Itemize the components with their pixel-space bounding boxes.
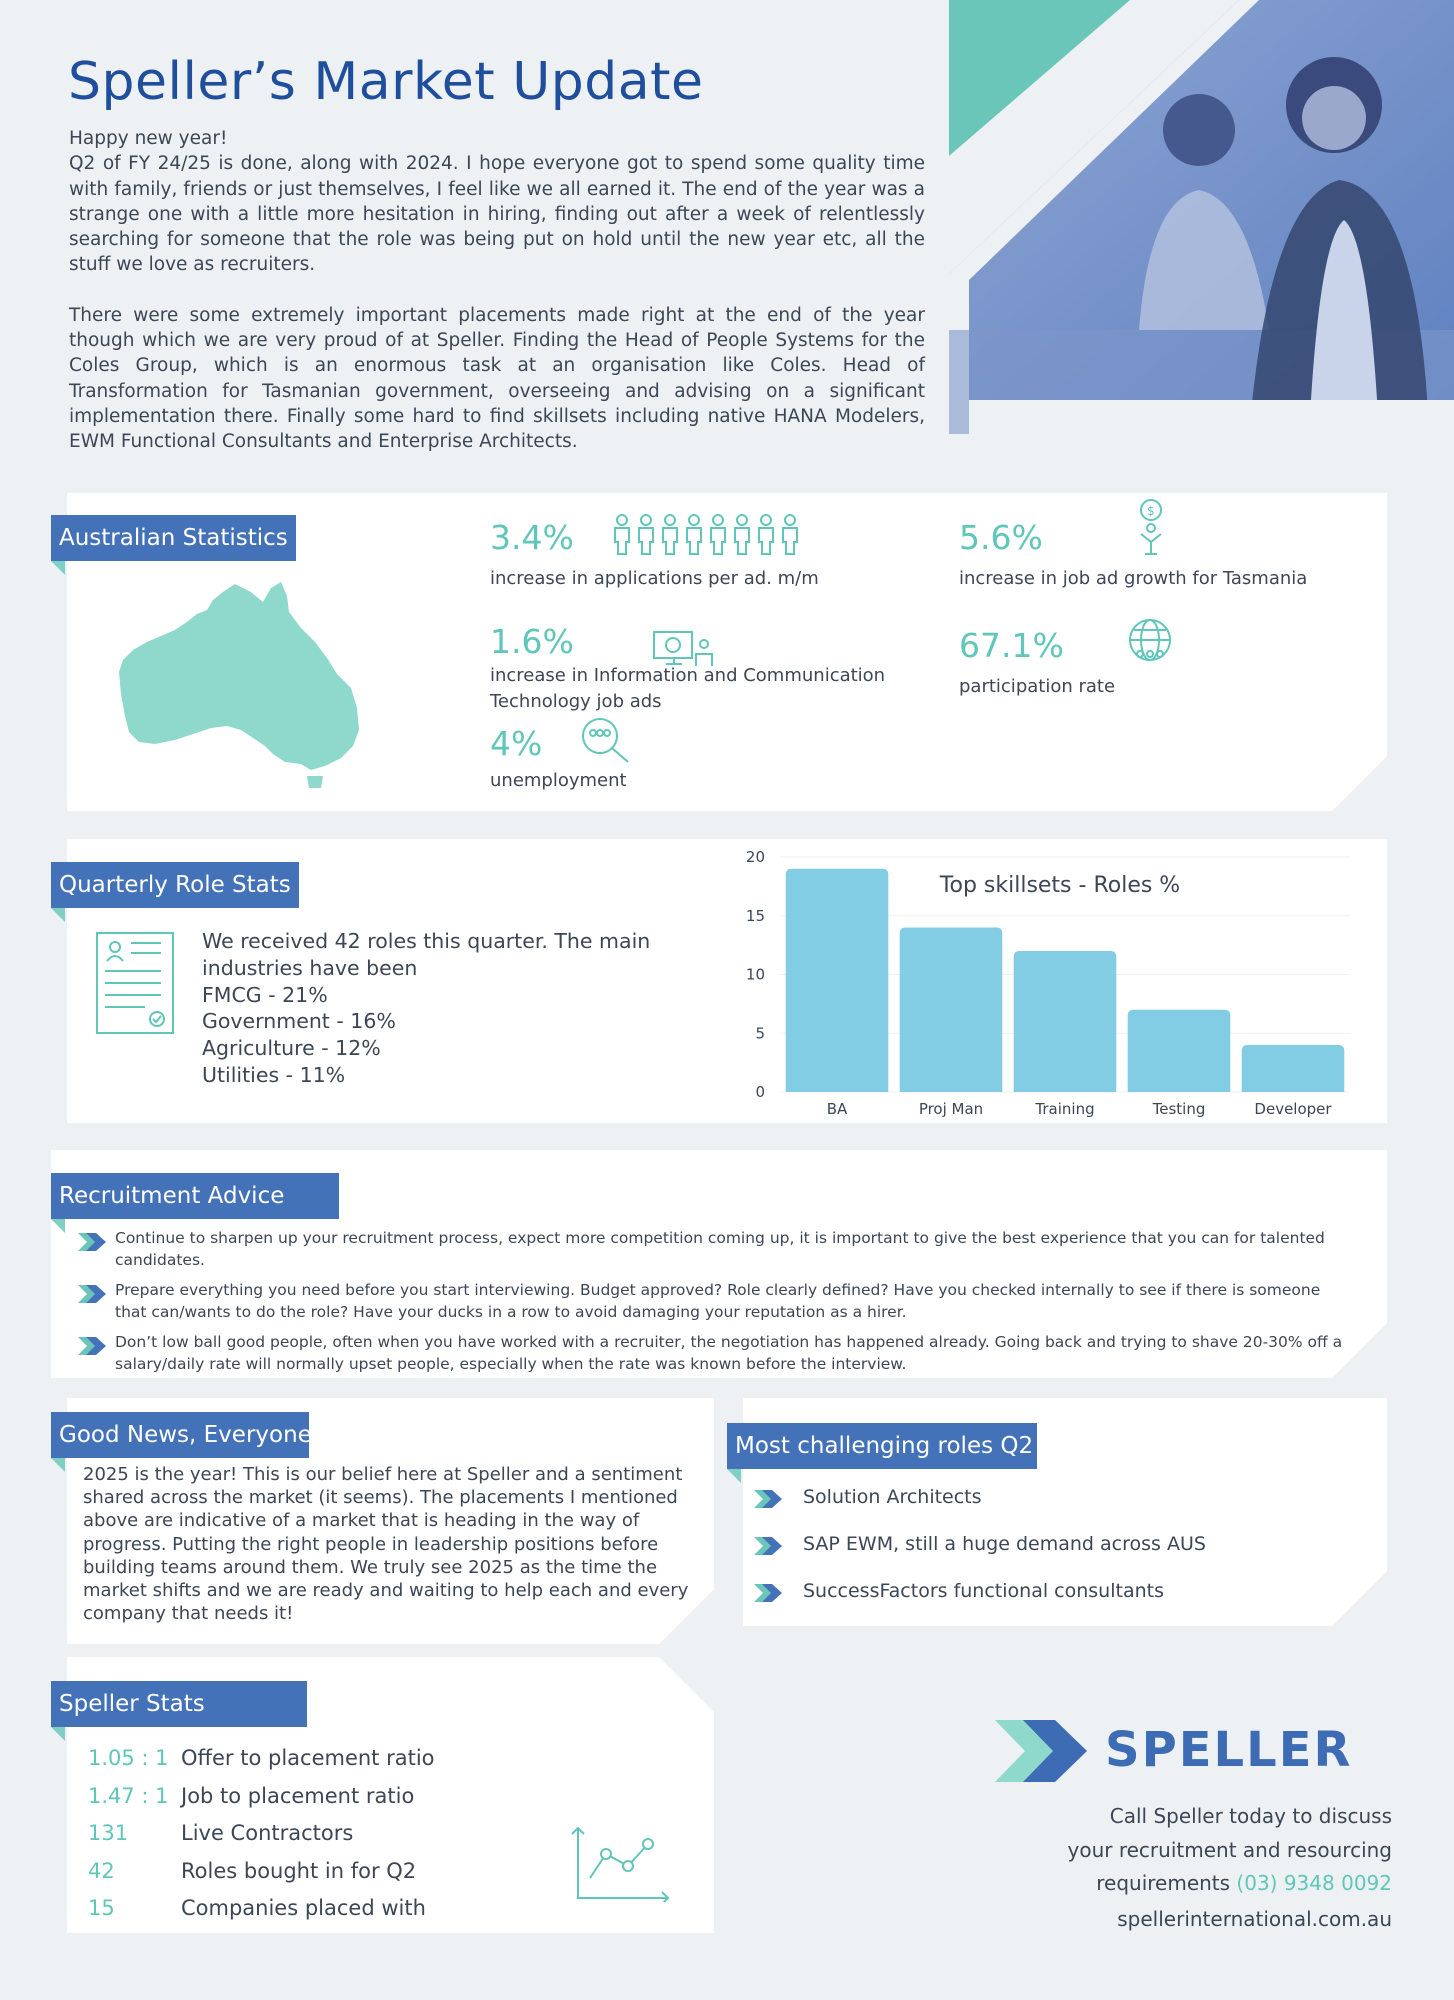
challenging-role-3: SuccessFactors functional consultants (803, 1580, 1164, 1602)
footer-line-2: your recruitment and resourcing (1067, 1838, 1392, 1862)
speller-stat-row (88, 1746, 435, 1770)
speller-stat-desc: Live Contractors (181, 1821, 354, 1845)
advice-item-1: Continue to sharpen up your recruitment process, expect more competition coming up, it is important to give the best experience that you can for talented candidates. (115, 1229, 1325, 1269)
stat-value-applications: 3.4% (490, 518, 574, 557)
y-tick-label: 15 (745, 906, 765, 925)
x-tick-label: Developer (1254, 1100, 1332, 1118)
footer-phone[interactable]: (03) 9348 0092 (1236, 1871, 1392, 1895)
chevron-bullet-icon (752, 1535, 786, 1557)
footer-line-1: Call Speller today to discuss (1109, 1804, 1392, 1828)
stat-desc-tasmania: increase in job ad growth for Tasmania (959, 568, 1308, 589)
document-icon (95, 931, 175, 1035)
speller-stat-row (88, 1896, 426, 1920)
chevron-bullet-icon (76, 1335, 110, 1357)
speller-stat-value: 15 (88, 1896, 115, 1920)
speller-logo-text: SPELLER (1105, 1722, 1353, 1778)
speller-stat-desc: Companies placed with (181, 1896, 426, 1920)
hero-photo (949, 0, 1454, 434)
challenging-label: Most challenging roles Q2 (727, 1423, 1037, 1469)
australian-stats-label: Australian Statistics (51, 515, 296, 561)
person-money-icon (1133, 498, 1169, 556)
x-tick-label: Training (1035, 1100, 1095, 1118)
quarterly-line-4: Agriculture - 12% (202, 1036, 381, 1061)
speller-stats-label: Speller Stats (51, 1681, 307, 1727)
y-tick-label: 0 (755, 1083, 765, 1101)
y-tick-label: 10 (745, 965, 765, 984)
chevron-bullet-icon (76, 1283, 110, 1305)
speller-stat-value: 1.47 : 1 (88, 1784, 169, 1808)
y-tick-label: 20 (745, 848, 765, 866)
chevron-bullet-icon (752, 1488, 786, 1510)
chart-title: Top skillsets - Roles % (939, 873, 1181, 898)
speller-stat-value: 131 (88, 1821, 129, 1845)
speller-stat-row (88, 1859, 416, 1883)
footer-line-3 (1096, 1867, 1392, 1899)
speller-stat-value: 1.05 : 1 (88, 1746, 169, 1770)
line-graph-icon (568, 1826, 672, 1902)
challenging-role-2: SAP EWM, still a huge demand across AUS (803, 1533, 1206, 1555)
footer-website[interactable]: spellerinternational.com.au (1117, 1907, 1392, 1931)
quarterly-text (202, 928, 682, 1089)
challenging-role-1: Solution Architects (803, 1486, 982, 1508)
good-news-text: 2025 is the year! This is our belief here at Speller and a sentiment shared across the market (it seems). The placements I mentioned above are indicative of a market that is heading in the way of progress. Putting the right people in leadership positions before building teams around them. We truly see 2025 as the time the market shifts and we are ready and waiting to help each and every company that needs it! (83, 1464, 689, 1625)
intro-text (69, 126, 925, 480)
intro-paragraph-1: Q2 of FY 24/25 is done, along with 2024. I hope everyone got to spend some quality time with family, friends or just themselves, I feel like we all earned it. The end of the year was a strange one with a little more hesitation in hiring, finding out after a week of relentlessly searching for someone that the role was being put on hold until the new year etc, all the stuff we love as recruiters. (69, 153, 925, 276)
bar-developer (1242, 1045, 1345, 1092)
advice-item-3: Don’t low ball good people, often when you have worked with a recruiter, the negotiation has happened already. Going back and trying to shave 20-30% off a salary/daily rate will normally upset people, especially when the rate was known before the interview. (115, 1333, 1343, 1373)
quarterly-label: Quarterly Role Stats (51, 862, 299, 908)
bar-training (1014, 951, 1117, 1092)
bar-proj-man (900, 928, 1003, 1093)
chevron-bullet-icon (76, 1231, 110, 1253)
footer-requirements: requirements (1096, 1871, 1231, 1895)
intro-paragraph-2: There were some extremely important placements made right at the end of the year though which we are very proud of at Speller. Finding the Head of People Systems for the Coles Group, which is an enormous task at an organisation like Coles. Head of Transformation for Tasmanian government, overseeing and advising on a significant implementation there. Finally some hard to find skillsets including native HANA Modelers, EWM Functional Consultants and Enterprise Architects. (69, 304, 925, 453)
people-row-icon (612, 512, 802, 558)
intro-greeting: Happy new year! (69, 128, 228, 149)
bar-ba (786, 869, 889, 1092)
x-tick-label: BA (826, 1100, 848, 1118)
quarterly-line-5: Utilities - 11% (202, 1062, 346, 1087)
speller-stat-desc: Roles bought in for Q2 (181, 1859, 417, 1883)
speller-stat-desc: Offer to placement ratio (181, 1746, 435, 1770)
globe-people-icon (1126, 618, 1174, 666)
stat-value-tasmania: 5.6% (959, 518, 1043, 557)
speller-stat-row (88, 1821, 353, 1845)
bar-testing (1128, 1010, 1231, 1092)
page-title: Speller’s Market Update (68, 52, 704, 112)
stat-desc-applications: increase in applications per ad. m/m (490, 568, 819, 589)
person-1-head (1163, 94, 1235, 166)
magnifier-people-icon (580, 716, 634, 764)
stat-value-unemployment: 4% (490, 724, 543, 763)
stat-desc-participation: participation rate (959, 676, 1116, 697)
stat-value-ict: 1.6% (490, 622, 574, 661)
chevron-bullet-icon (752, 1582, 786, 1604)
advice-label: Recruitment Advice (51, 1173, 339, 1219)
good-news-label: Good News, Everyone (51, 1412, 309, 1458)
y-tick-label: 5 (755, 1024, 765, 1043)
stat-desc-ict: increase in Information and Communication Technology job ads (490, 665, 886, 712)
stat-value-participation: 67.1% (959, 626, 1064, 665)
speller-logo-icon (995, 1720, 1095, 1782)
x-tick-label: Testing (1152, 1100, 1206, 1118)
speller-stat-value: 42 (88, 1859, 115, 1883)
speller-stat-desc: Job to placement ratio (181, 1784, 415, 1808)
svg-text:$: $ (1147, 504, 1155, 518)
stat-desc-unemployment: unemployment (490, 770, 627, 791)
quarterly-line-2: FMCG - 21% (202, 982, 328, 1007)
speller-stat-row (88, 1784, 414, 1808)
quarterly-line-1: We received 42 roles this quarter. The main industries have been (202, 929, 651, 980)
advice-item-2: Prepare everything you need before you start interviewing. Budget approved? Role clearly defined? Have you checked internally to see if there is someone that can/wants to do the role? Have your ducks in a row to avoid damaging your reputation as a hirer. (115, 1281, 1321, 1321)
australia-map-icon (115, 578, 380, 788)
skillsets-chart (730, 842, 1360, 1122)
quarterly-line-3: Government - 16% (202, 1009, 396, 1034)
x-tick-label: Proj Man (918, 1100, 984, 1118)
